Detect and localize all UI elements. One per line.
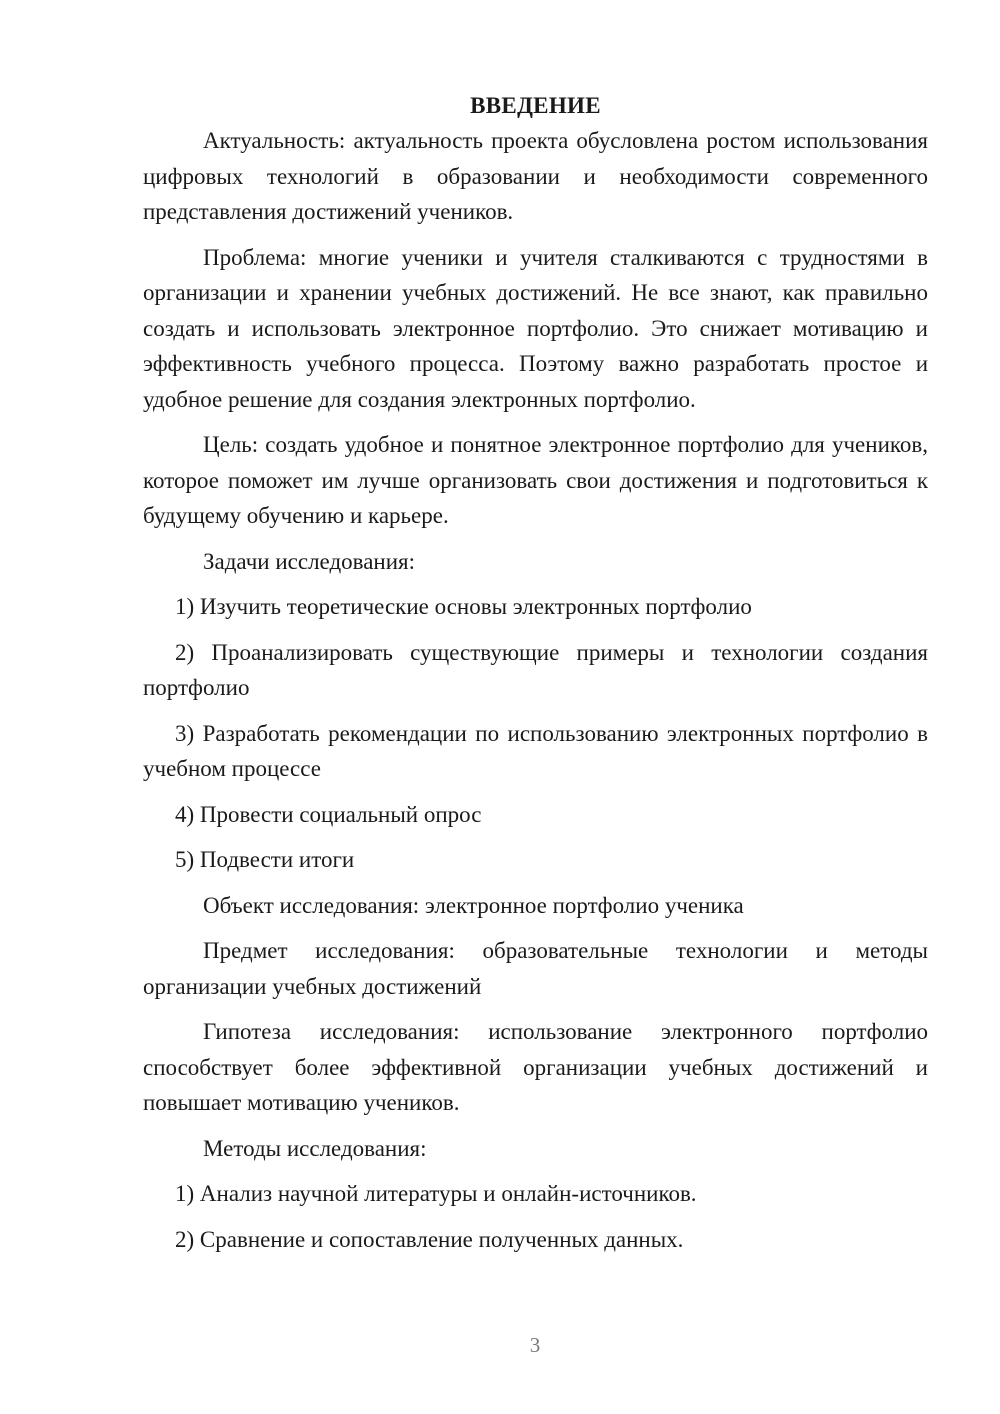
task-item: 4) Провести социальный опрос: [175, 801, 482, 827]
task-item: 2) Проанализировать существующие примеры и технологии создания портфолио: [143, 639, 928, 700]
task-item: 1) Изучить теоретические основы электронных портфолио: [175, 594, 752, 619]
methods-heading: Методы исследования:: [203, 1135, 427, 1161]
method-item: 2) Сравнение и сопоставление полученных данных.: [175, 1226, 684, 1252]
method-item: 1) Анализ научной литературы и онлайн-источников.: [175, 1181, 697, 1206]
goal-paragraph: Цель: создать удобное и понятное электронное портфолио для учеников, которое поможет им лучше организовать свои достижения и подготовиться к будущему обучению и карьере.: [143, 432, 928, 528]
page-number: 3: [529, 1333, 541, 1357]
section-title: ВВЕДЕНИЕ: [470, 93, 601, 118]
problem-paragraph: Проблема: многие ученики и учителя сталкиваются с трудностями в организации и хранении учебных достижений. Не все знают, как правильно создать и использовать электронное портфолио. Это снижает мотивацию и эффективность учебного процесса. Поэтому важно разработать простое и удобное решение для создания электронных портфолио.: [143, 244, 928, 412]
subject-paragraph: Предмет исследования: образовательные технологии и методы организации учебных достижений: [143, 938, 928, 999]
hypothesis-paragraph: Гипотеза исследования: использование электронного портфолио способствует более эффективной организации учебных достижений и повышает мотивацию учеников.: [143, 1019, 928, 1115]
task-item: 3) Разработать рекомендации по использованию электронных портфолио в учебном процессе: [143, 720, 928, 781]
tasks-heading: Задачи исследования:: [203, 548, 416, 574]
page-content: [143, 88, 928, 1267]
task-item: 5) Подвести итоги: [175, 847, 355, 872]
relevance-paragraph: Актуальность: актуальность проекта обусловлена ростом использования цифровых технологий в образовании и необходимости современного представления достижений учеников.: [143, 128, 928, 224]
object-paragraph: Объект исследования: электронное портфолио ученика: [203, 892, 744, 918]
